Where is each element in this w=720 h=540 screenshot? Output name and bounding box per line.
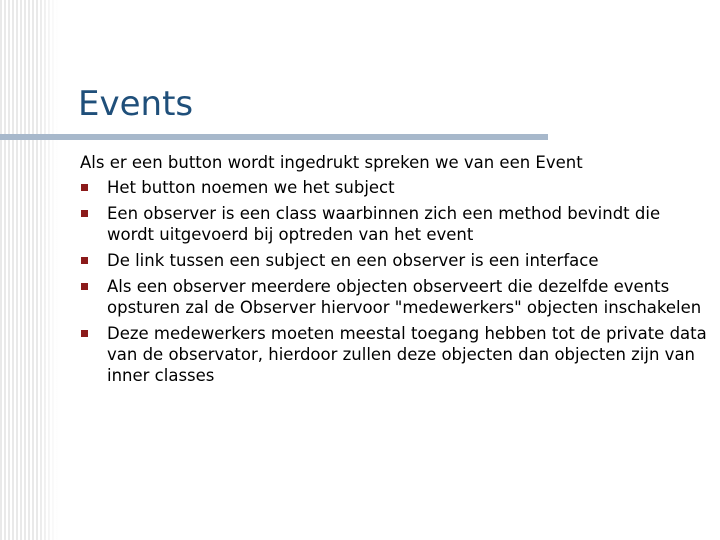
square-bullet-icon [81,330,88,337]
bullet-text: Deze medewerkers moeten meestal toegang hebben tot de private data van de observator, hierdoor zullen deze objecten dan objecten zijn van inner classes [107,324,707,385]
slide-title: Events [78,84,194,124]
square-bullet-icon [81,283,88,290]
bullet-item [80,177,710,198]
bullet-list [80,177,710,386]
square-bullet-icon [81,184,88,191]
bullet-item [80,276,710,318]
square-bullet-icon [81,257,88,264]
bullet-text: De link tussen een subject en een observer is een interface [107,251,599,270]
bullet-text: Een observer is een class waarbinnen zich een method bevindt die wordt uitgevoerd bij optreden van het event [107,204,661,244]
decorative-stripes [0,0,58,540]
square-bullet-icon [81,210,88,217]
bullet-text: Het button noemen we het subject [107,178,395,197]
title-underline [0,134,548,140]
bullet-item [80,323,710,386]
intro-text: Als er een button wordt ingedrukt spreken we van een Event [80,153,583,172]
bullet-text: Als een observer meerdere objecten observeert die dezelfde events opsturen zal de Observer hiervoor "medewerkers" objecten inschakelen [107,277,702,317]
slide-body [80,152,710,391]
bullet-item [80,203,710,245]
bullet-item [80,250,710,271]
